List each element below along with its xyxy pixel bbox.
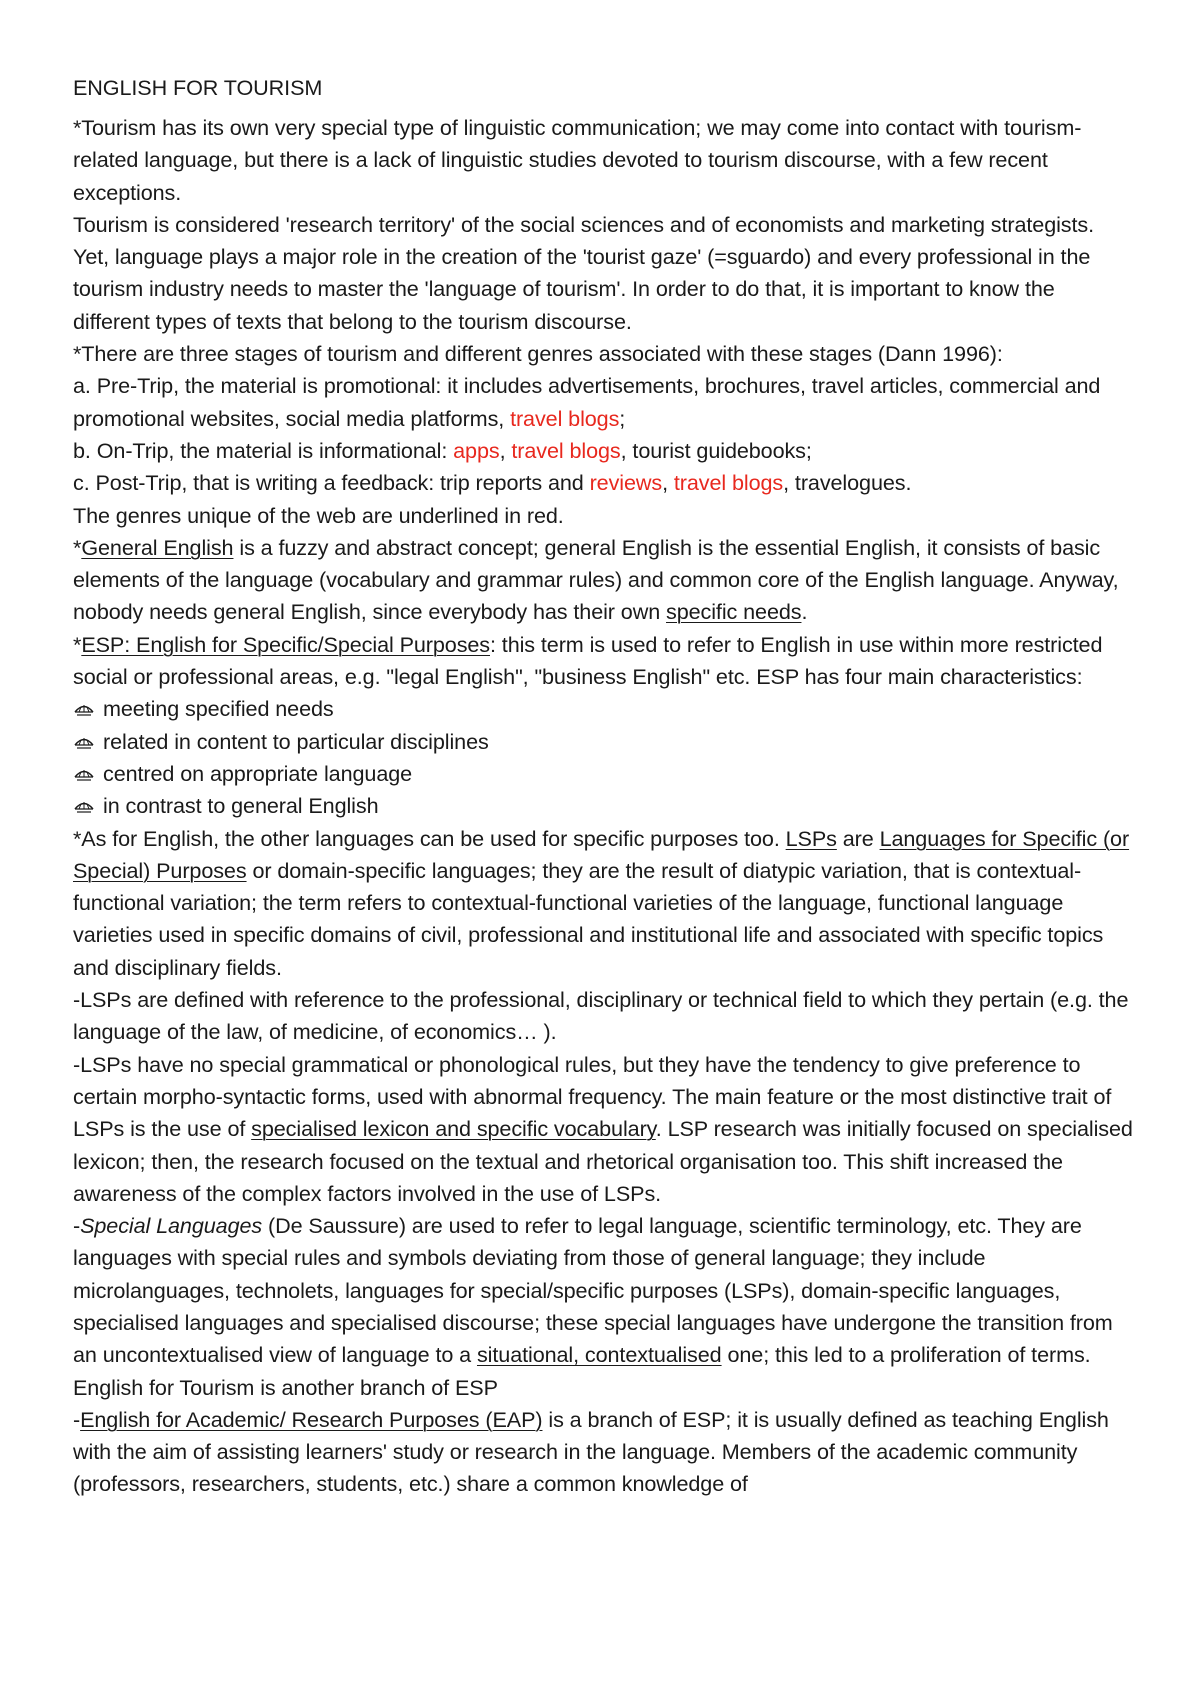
paragraph-lsp-defined: -LSPs are defined with reference to the professional, disciplinary or technical field to which they pertain (e.g. the language of the law, of medicine, of economics… ). [73, 987, 1129, 1045]
characteristic-1: meeting specified needs [103, 696, 334, 722]
stage-a-end: ; [619, 405, 626, 431]
esp-term: ESP: English for Specific/Special Purposes [81, 631, 490, 657]
characteristic-3: centred on appropriate language [103, 760, 413, 786]
umbrella-bullet-icon [73, 734, 95, 750]
special-languages-term: Special Languages [80, 1213, 263, 1239]
general-star: * [73, 534, 82, 560]
stage-c-red-travel-blogs: travel blogs [673, 470, 784, 496]
stage-a [73, 370, 1133, 435]
lsp-text-1: *As for English, the other languages can be used for specific purposes too. [73, 825, 786, 851]
stage-b-sep: , [499, 437, 512, 463]
umbrella-bullet-icon [73, 766, 95, 782]
specific-needs-term: specific needs [666, 599, 802, 625]
p8-text: is a branch of ESP; it is usually defined as teaching English with the aim of assisting learners' study or research in the language. Members of the academic community (professors, researchers, students, etc.) share a common knowledge of [73, 1406, 1109, 1497]
characteristic-4: in contrast to general English [103, 793, 379, 819]
characteristic-2: related in content to particular disciplines [103, 728, 489, 754]
stage-b [73, 435, 1133, 467]
stage-a-text: a. Pre-Trip, the material is promotional: it includes advertisements, brochures, travel articles, commercial and promotional websites, social media platforms, [73, 373, 1101, 431]
characteristics-list [73, 693, 1133, 822]
paragraph-research-territory: Tourism is considered 'research territory' of the social sciences and of economists and marketing strategists. Yet, language plays a major role in the creation of the 'tourist gaze' (=sguardo) and every professional in the tourism industry needs to master the 'language of tourism'. In order to do that, it is important to know the different types of texts that belong to the tourism discourse. [73, 211, 1094, 334]
stage-c [73, 467, 1133, 499]
stage-c-end: , travelogues. [783, 470, 912, 496]
list-item [73, 726, 1133, 758]
p7-text-1: (De Saussure) are used to refer to legal language, scientific terminology, etc. They are languages with special rules and symbols deviating from those of general language; they include microlanguages, technolets, languages for special/specific purposes (LSPs), domain-specific languages, specialised languages and specialised discourse; these special languages have undergone the transition from an uncontextualised view of language to a [73, 1213, 1113, 1368]
stage-c-sep: , [662, 470, 674, 496]
umbrella-bullet-icon [73, 701, 95, 717]
specialised-lexicon-term: specialised lexicon and specific vocabulary [251, 1116, 656, 1142]
stage-a-red-travel-blogs: travel blogs [510, 405, 620, 431]
p7-dash: - [73, 1213, 81, 1239]
stage-b-red-apps: apps [453, 437, 500, 463]
paragraph-intro: *Tourism has its own very special type of linguistic communication; we may come into contact with tourism-related language, but there is a lack of linguistic studies devoted to tourism discourse, with a few recent exceptions. [73, 115, 1082, 205]
lsps-term: LSPs [785, 825, 837, 851]
paragraph-stages: *There are three stages of tourism and different genres associated with these stages (Dann 1996): [73, 341, 1003, 367]
stage-b-end: , tourist guidebooks; [620, 437, 812, 463]
lsp-text-3: or domain-specific languages; they are the result of diatypic variation, that is contextual-functional variation; the term refers to contextual-functional varieties of the language, functional language varieties used in specific domains of civil, professional and institutional life and associated with specific topics and disciplinary fields. [73, 857, 1104, 980]
list-item [73, 693, 1133, 725]
lsp-full-term: Languages for Specific (or Special) Purposes [73, 825, 1130, 883]
p7-text-2: one; this led to a proliferation of terms. English for Tourism is another branch of ESP [73, 1342, 1091, 1400]
paragraph-esp [73, 629, 1133, 694]
p8-dash: - [73, 1406, 81, 1432]
stage-c-red-reviews: reviews [589, 470, 663, 496]
paragraph-special-languages [73, 1210, 1133, 1404]
paragraph-eap [73, 1404, 1133, 1501]
esp-text: : this term is used to refer to English in use within more restricted social or professional areas, e.g. "legal English", "business English" etc. ESP has four main characteristics: [73, 631, 1103, 690]
stage-c-text: c. Post-Trip, that is writing a feedback: trip reports and [73, 470, 590, 496]
paragraph-general-english [73, 532, 1133, 629]
stage-b-red-travel-blogs: travel blogs [511, 437, 621, 463]
document-title: ENGLISH FOR TOURISM [73, 75, 323, 100]
paragraph-lsp [73, 823, 1133, 984]
p6-text-1: -LSPs have no special grammatical or phonological rules, but they have the tendency to give preference to certain morpho-syntactic forms, used with abnormal frequency. The main feature or the most distinctive trait of LSPs is the use of [73, 1051, 1112, 1142]
general-end: . [801, 599, 808, 625]
eap-term: English for Academic/ Research Purposes (EAP) [80, 1406, 543, 1432]
list-item [73, 790, 1133, 822]
paragraph-lsp-rules [73, 1049, 1133, 1210]
umbrella-bullet-icon [73, 798, 95, 814]
esp-star: * [73, 631, 82, 657]
stage-b-text: b. On-Trip, the material is informational: [73, 437, 454, 463]
lsp-text-2: are [836, 825, 880, 851]
paragraph-genres-note: The genres unique of the web are underlined in red. [73, 502, 564, 528]
general-text: is a fuzzy and abstract concept; general English is the essential English, it consists of basic elements of the language (vocabulary and grammar rules) and common core of the English language. Anyway, nobody needs general English, since everybody has their own [73, 534, 1119, 625]
p6-text-2: . LSP research was initially focused on specialised lexicon; then, the research focused on the textual and rhetorical organisation too. This shift increased the awareness of the complex factors involved in the use of LSPs. [73, 1116, 1133, 1206]
document-page [73, 72, 1133, 1501]
situational-contextualised-term: situational, contextualised [476, 1342, 722, 1368]
list-item [73, 758, 1133, 790]
general-english-term: General English [81, 534, 234, 560]
